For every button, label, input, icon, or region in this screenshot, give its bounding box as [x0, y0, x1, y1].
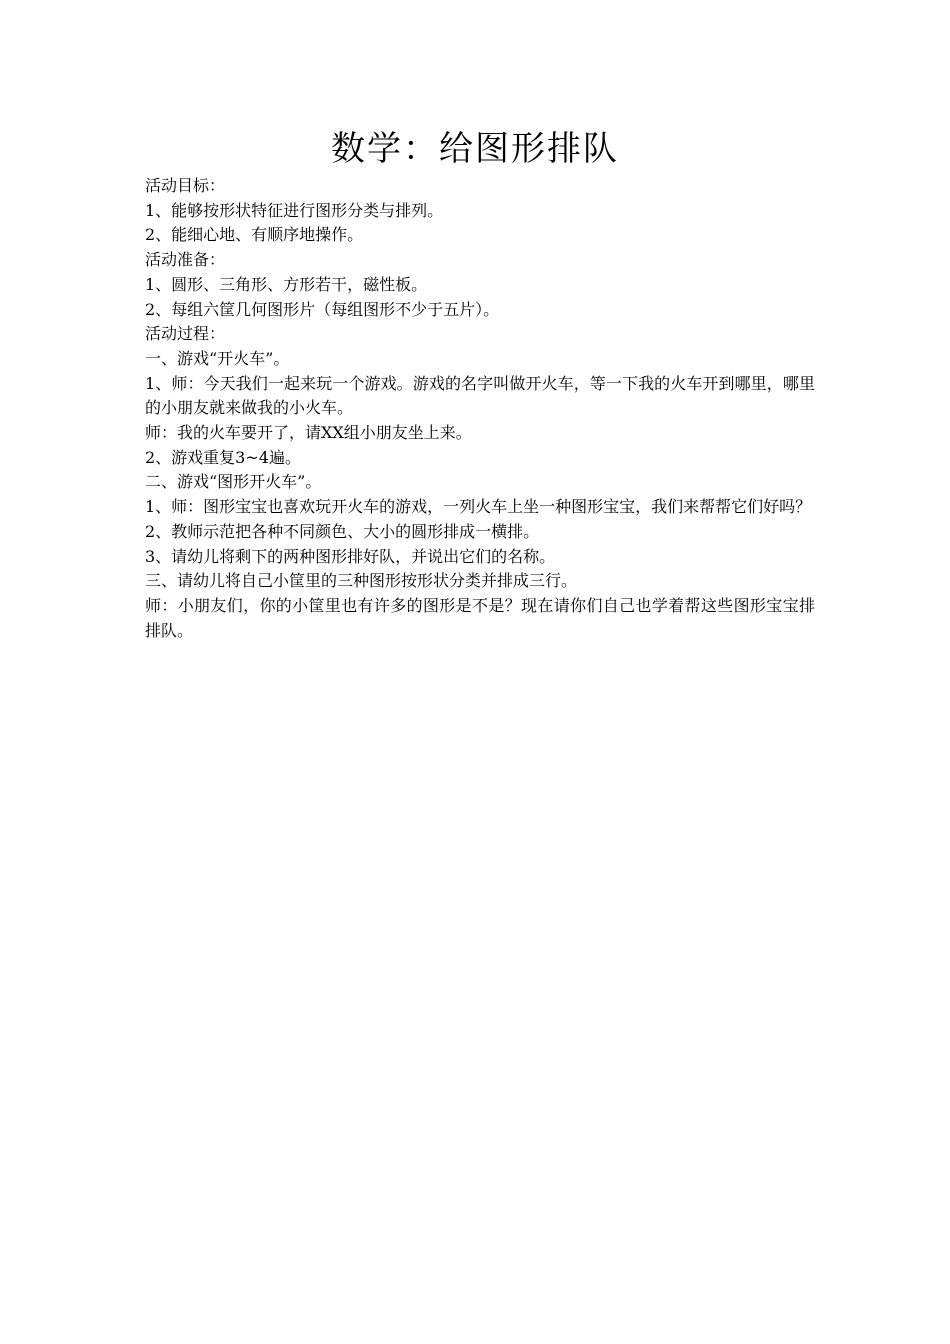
- process-step-heading: 三、请幼儿将自己小筐里的三种图形按形状分类并排成三行。: [145, 571, 578, 591]
- preparation-item: 1、圆形、三角形、方形若干，磁性板。: [145, 274, 428, 294]
- document-body: [145, 174, 815, 643]
- section-heading-goals: 活动目标：: [145, 176, 226, 195]
- process-paragraph: 3、请幼儿将剩下的两种图形排好队，并说出它们的名称。: [145, 546, 556, 566]
- goal-item: 2、能细心地、有顺序地操作。: [145, 225, 364, 245]
- preparation-item: 2、每组六筐几何图形片（每组图形不少于五片）。: [145, 299, 500, 319]
- process-step-heading: 二、游戏“图形开火车”。: [145, 472, 322, 492]
- process-paragraph: 1、师：今天我们一起来玩一个游戏。游戏的名字叫做开火车，等一下我的火车开到哪里，哪里的小朋友就来做我的小火车。: [145, 373, 815, 418]
- section-heading-preparation: 活动准备：: [145, 250, 226, 270]
- process-paragraph: 师：我的火车要开了，请XX组小朋友坐上来。: [145, 423, 472, 443]
- process-paragraph: 1、师：图形宝宝也喜欢玩开火车的游戏，一列火车上坐一种图形宝宝，我们来帮帮它们好吗？: [145, 497, 812, 517]
- process-step-heading: 一、游戏“开火车”。: [145, 348, 290, 368]
- goal-item: 1、能够按形状特征进行图形分类与排列。: [145, 200, 444, 220]
- section-heading-process: 活动过程：: [145, 324, 226, 344]
- document-title: 数学：给图形排队: [331, 129, 619, 169]
- process-paragraph: 师：小朋友们，你的小筐里也有许多的图形是不是？现在请你们自己也学着帮这些图形宝宝排排队。: [145, 595, 815, 640]
- process-paragraph: 2、游戏重复3~4遍。: [145, 447, 301, 467]
- process-paragraph: 2、教师示范把各种不同颜色、大小的圆形排成一横排。: [145, 521, 540, 541]
